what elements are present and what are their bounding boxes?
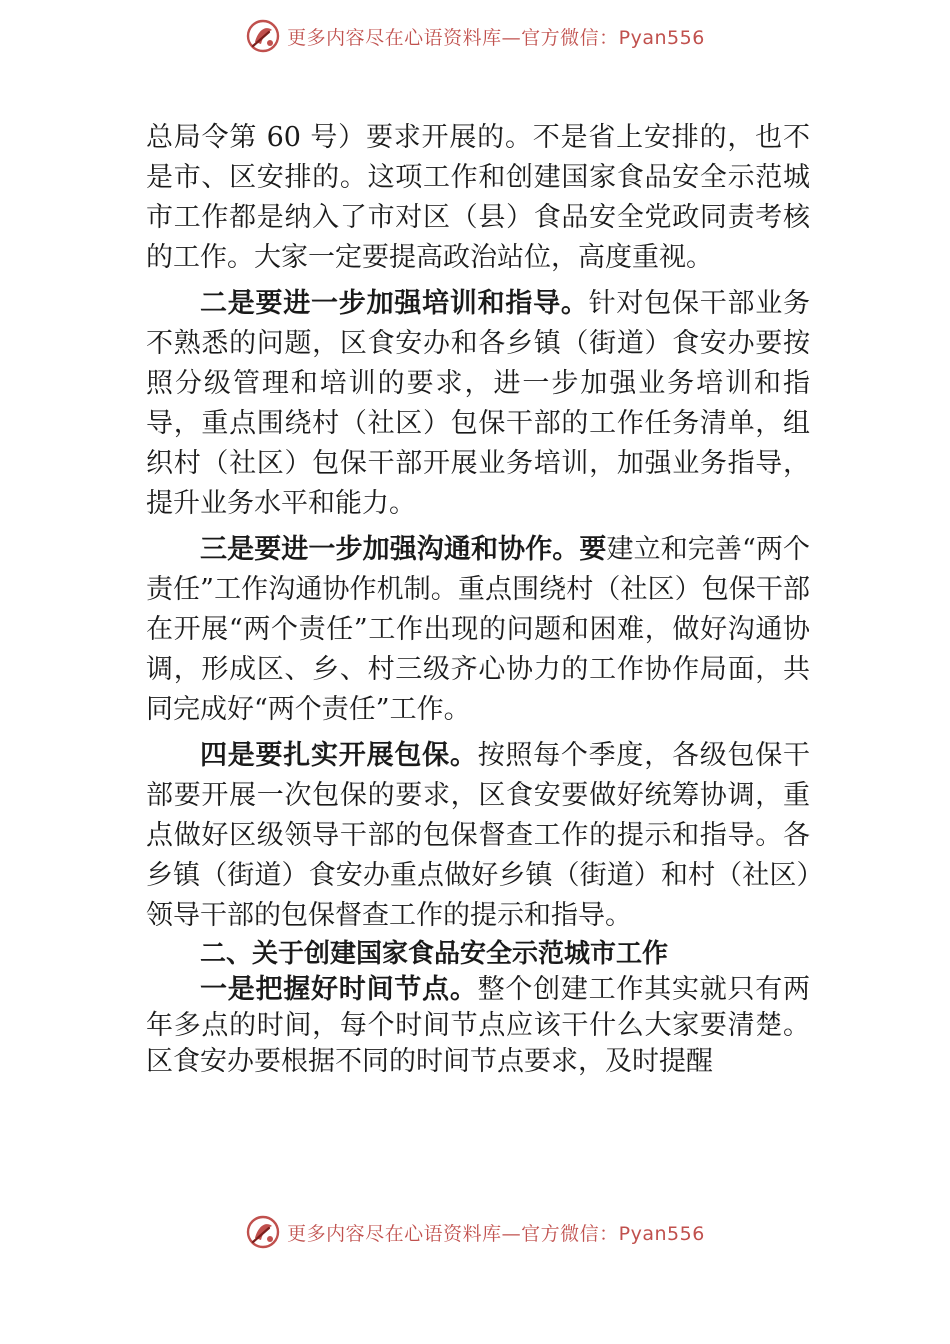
header-banner	[0, 14, 950, 58]
paragraph-4	[146, 736, 810, 936]
paragraph-3	[146, 530, 810, 730]
paragraph-5-lead: 一是把握好时间节点。	[200, 974, 478, 1005]
footer-banner	[0, 1210, 950, 1254]
paragraph-5-body: 整个创建工作其实就只有两年多点的时间，每个时间节点应该干什么大家要清楚。区食安办要根据不同的时间节点要求，及时提醒	[146, 974, 811, 1077]
paragraph-3-lead: 三是要进一步加强沟通和协作。要	[200, 534, 607, 565]
header-wechat-id: Pyan556	[618, 26, 705, 49]
paragraph-2	[146, 284, 810, 524]
paragraph-4-lead: 四是要扎实开展包保。	[200, 740, 478, 771]
footer-wechat-id: Pyan556	[618, 1222, 705, 1245]
scroll-seal-logo-icon	[245, 18, 281, 54]
paragraph-3-body: 建立和完善“两个责任”工作沟通协作机制。重点围绕村（社区）包保干部在开展“两个责任”工作出现的问题和困难，做好沟通协调，形成区、乡、村三级齐心协力的工作协作局面，共同完成好“两个责任”工作。	[146, 534, 810, 725]
footer-banner-text: 更多内容尽在心语资料库—官方微信：Pyan556	[287, 1222, 705, 1245]
paragraph-4-body: 按照每个季度，各级包保干部要开展一次包保的要求，区食安要做好统筹协调，重点做好区级领导干部的包保督查工作的提示和指导。各乡镇（街道）食安办重点做好乡镇（街道）和村（社区）领导干部的包保督查工作的提示和指导。	[146, 740, 811, 931]
paragraph-2-lead: 二是要进一步加强培训和指导。	[200, 288, 589, 319]
document-body	[146, 118, 810, 1080]
header-banner-text: 更多内容尽在心语资料库—官方微信：Pyan556	[287, 26, 705, 49]
paragraph-2-body: 针对包保干部业务不熟悉的问题，区食安办和各乡镇（街道）食安办要按照分级管理和培训的要求，进一步加强业务培训和指导，重点围绕村（社区）包保干部的工作任务清单，组织村（社区）包保干部开展业务培训，加强业务指导，提升业务水平和能力。	[146, 288, 811, 519]
scroll-seal-logo-icon	[245, 1214, 281, 1250]
paragraph-1: 总局令第 60 号）要求开展的。不是省上安排的，也不是市、区安排的。这项工作和创建国家食品安全示范城市工作都是纳入了市对区（县）食品安全党政同责考核的工作。大家一定要提高政治站位，高度重视。	[146, 122, 810, 273]
section-heading-2: 二、关于创建国家食品安全示范城市工作	[200, 939, 669, 969]
paragraph-5	[146, 972, 810, 1080]
